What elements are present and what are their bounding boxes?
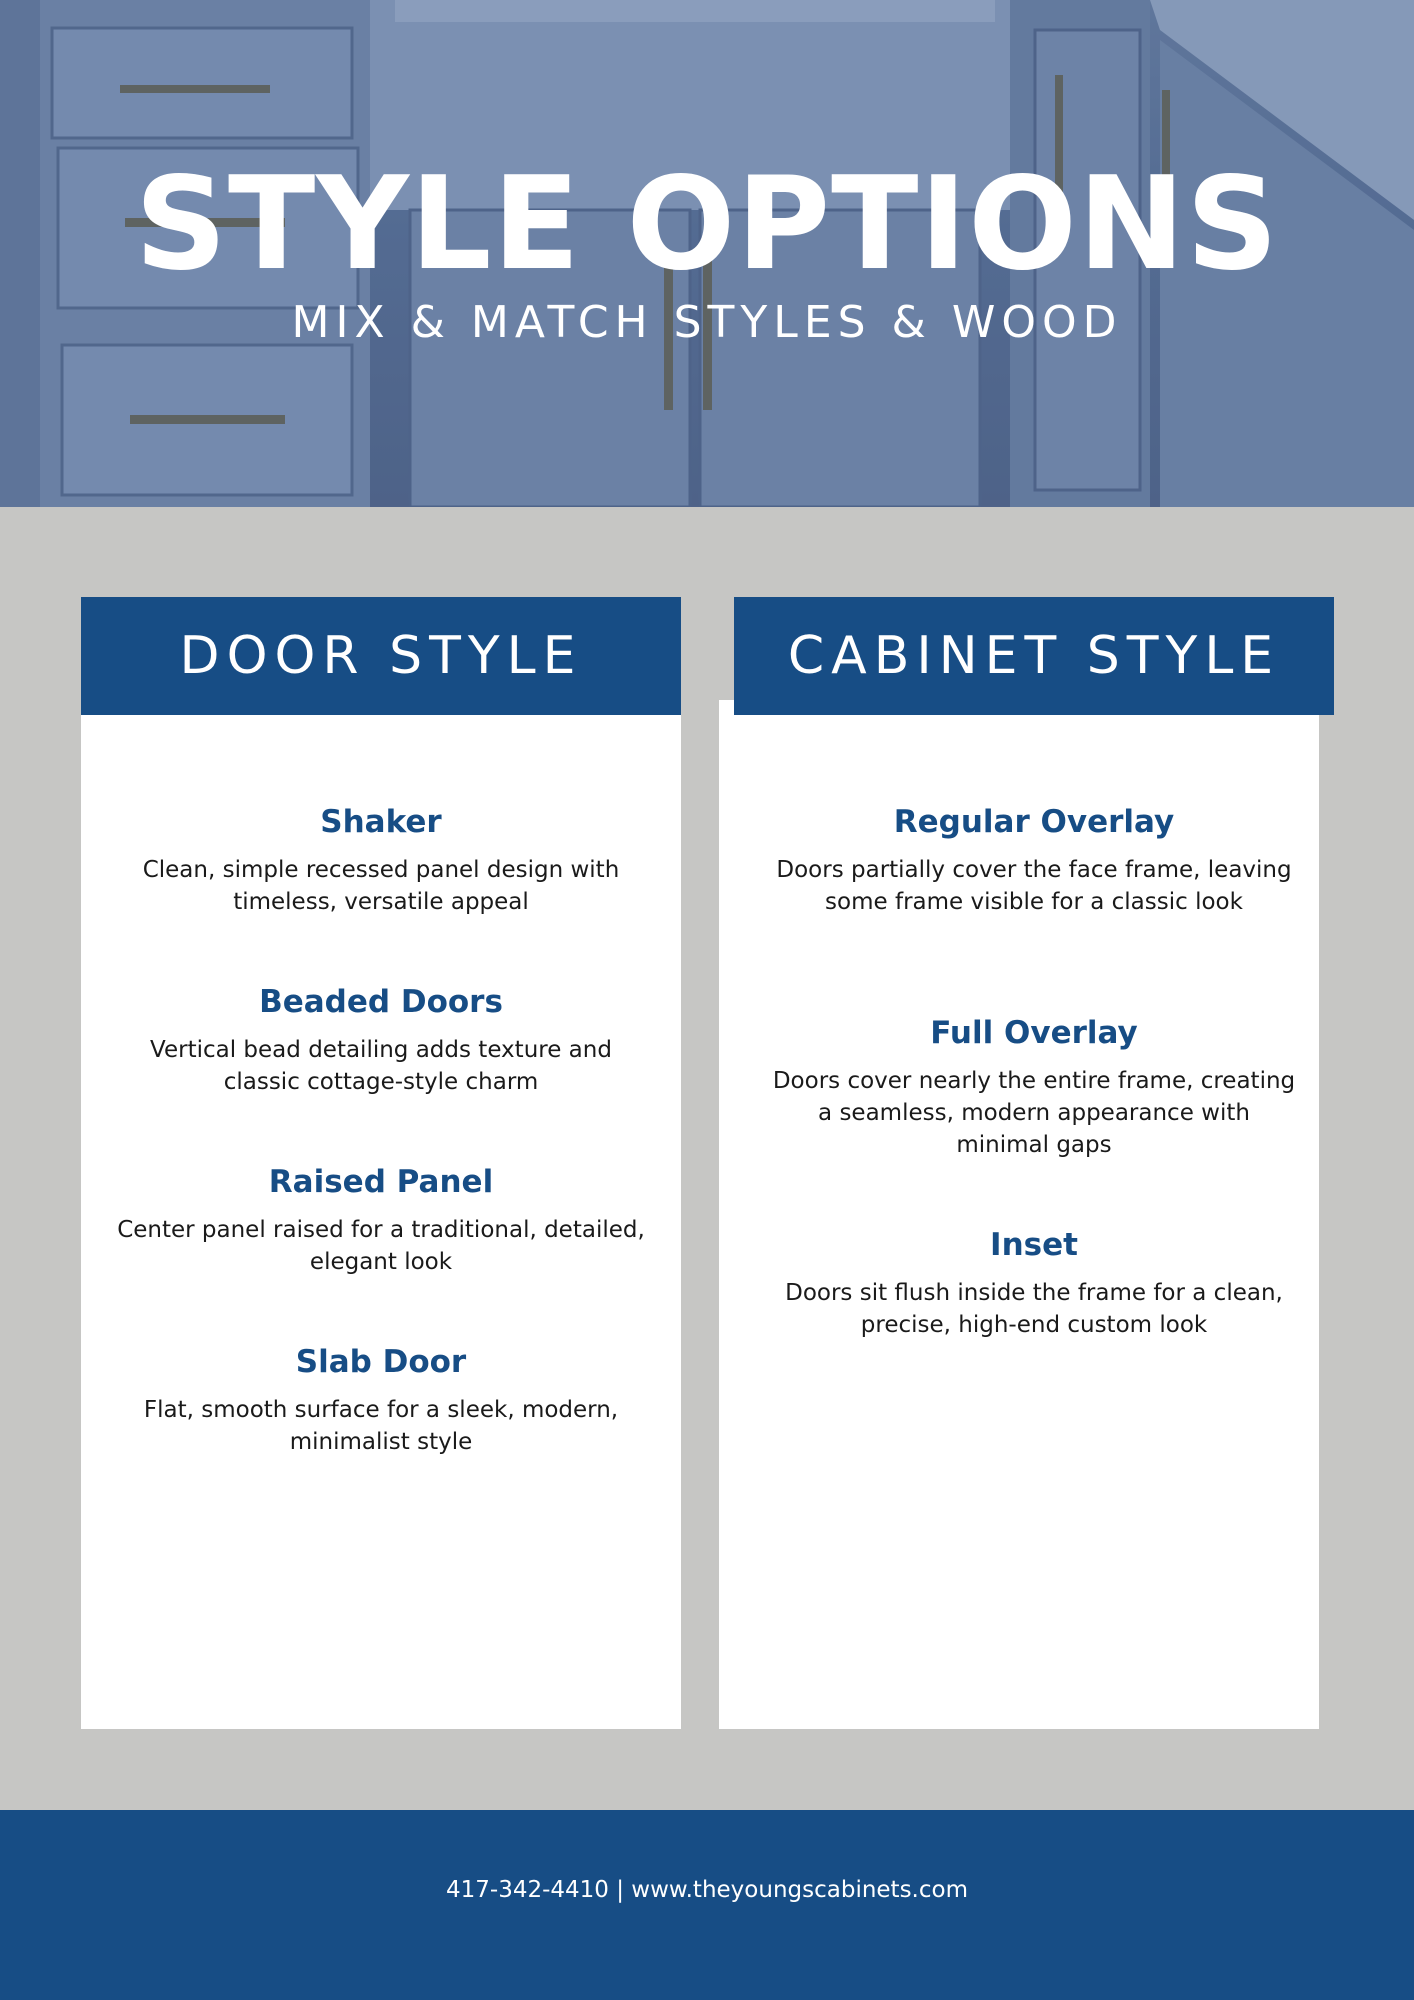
- list-item: [111, 1340, 651, 1520]
- cabinet-style-list: [764, 800, 1304, 1403]
- contact-info: 417-342-4410 | www.theyoungscabinets.com: [446, 1877, 968, 1903]
- item-title: Raised Panel: [268, 1164, 494, 1200]
- list-item: [111, 1160, 651, 1340]
- item-description: Flat, smooth surface for a sleek, modern, minimalist style: [143, 1397, 619, 1455]
- list-item: [764, 1011, 1304, 1223]
- door-style-list: [111, 800, 651, 1520]
- item-title: Slab Door: [295, 1344, 467, 1380]
- item-description: Vertical bead detailing adds texture and classic cottage-style charm: [150, 1037, 612, 1095]
- hero-banner: [0, 0, 1414, 507]
- item-description: Center panel raised for a traditional, detailed, elegant look: [117, 1217, 645, 1275]
- item-title: Regular Overlay: [893, 804, 1175, 840]
- item-title: Inset: [990, 1227, 1078, 1263]
- item-description: Doors partially cover the face frame, leaving some frame visible for a classic look: [776, 857, 1292, 915]
- list-item: [111, 980, 651, 1160]
- cabinet-style-heading: CABINET STYLE: [734, 597, 1334, 715]
- list-item: [764, 800, 1304, 1011]
- page-title: STYLE OPTIONS: [134, 150, 1280, 299]
- list-item: [111, 800, 651, 980]
- item-description: Doors sit flush inside the frame for a clean, precise, high-end custom look: [785, 1280, 1283, 1338]
- footer: [0, 1810, 1414, 2000]
- item-title: Shaker: [320, 804, 442, 840]
- item-description: Doors cover nearly the entire frame, creating a seamless, modern appearance with minimal gaps: [772, 1068, 1296, 1158]
- item-title: Beaded Doors: [259, 984, 503, 1020]
- door-style-heading: DOOR STYLE: [81, 597, 681, 715]
- list-item: [764, 1223, 1304, 1403]
- item-title: Full Overlay: [930, 1015, 1138, 1051]
- page-subtitle: MIX & MATCH STYLES & WOOD: [291, 297, 1123, 348]
- item-description: Clean, simple recessed panel design with timeless, versatile appeal: [142, 857, 620, 915]
